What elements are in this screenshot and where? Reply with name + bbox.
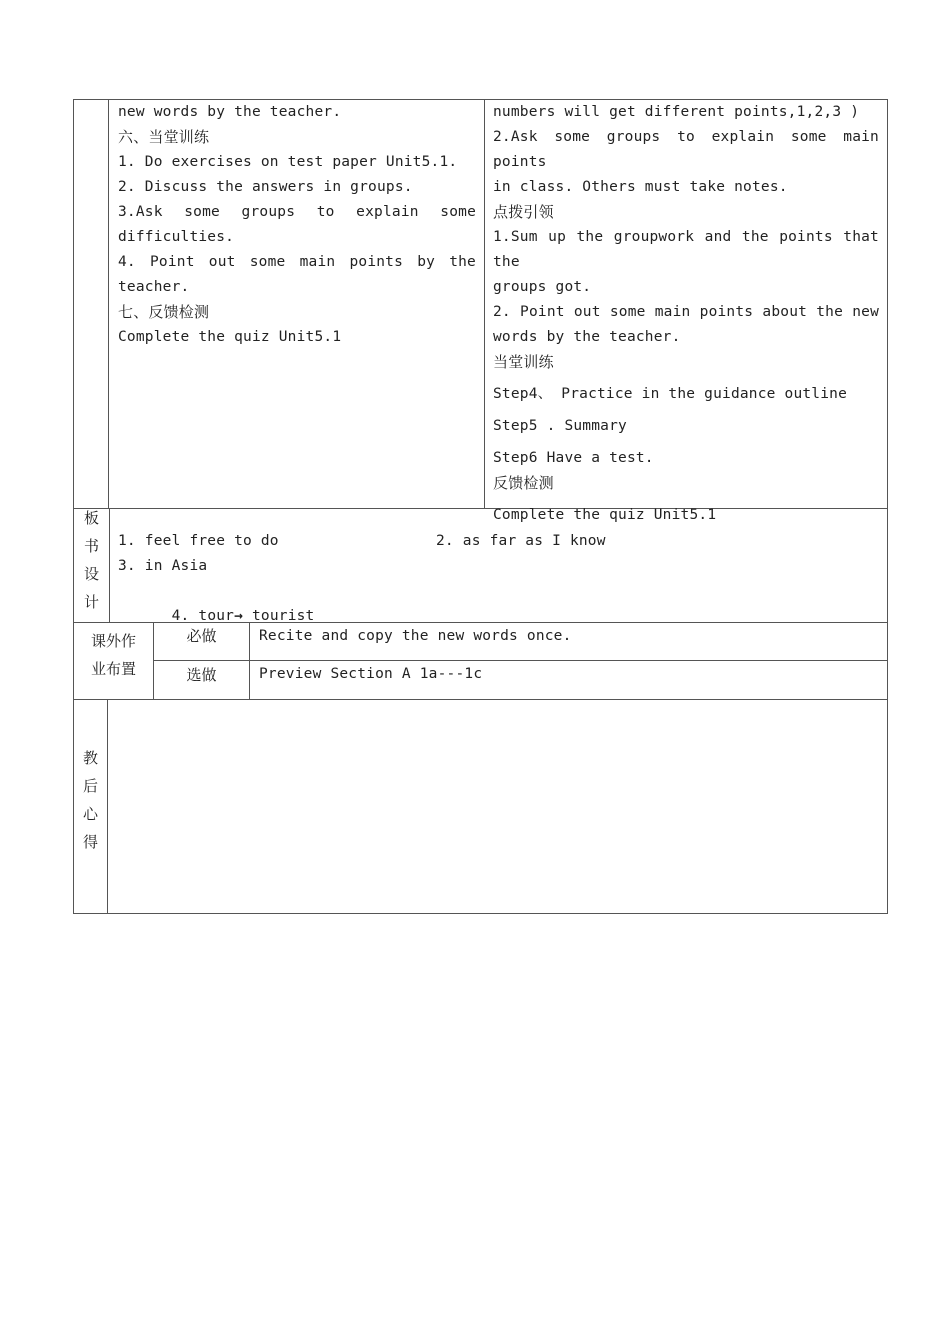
label-char: 后 (82, 777, 98, 795)
board-item-text: 4. tour (171, 608, 235, 624)
table-border-right (887, 99, 888, 914)
required-label: 必做 (186, 627, 217, 645)
list-item: 3.Ask some groups to explain some (118, 204, 476, 220)
step-line: Step4、 Practice in the guidance outline (493, 386, 848, 402)
label-char: 得 (82, 833, 98, 851)
board-item: 2. as far as I know (436, 533, 606, 549)
board-item: 3. in Asia (118, 558, 208, 574)
label-char: 计 (83, 593, 99, 611)
list-item-continued: difficulties. (118, 229, 235, 245)
arrow-icon: → (234, 608, 244, 624)
section-heading: 点拨引领 (493, 203, 554, 221)
label-char: 板 (83, 509, 99, 527)
divider-label-col-top (108, 99, 109, 509)
top-left-cell (118, 100, 476, 350)
text-line: new words by the teacher. (118, 104, 342, 120)
reflection-label (74, 744, 107, 856)
section-heading: 七、反馈检测 (118, 303, 210, 321)
divider-label-col-board (109, 508, 110, 623)
label-char: 设 (83, 565, 99, 583)
text-line: Complete the quiz Unit5.1 (118, 329, 342, 345)
section-heading: 当堂训练 (493, 353, 554, 371)
label-char: 心 (82, 805, 98, 823)
list-item: 1. Do exercises on test paper Unit5.1. (118, 154, 458, 170)
list-item: 1.Sum up the groupwork and the points that the (493, 229, 879, 270)
top-right-cell (493, 100, 879, 528)
required-homework-text: Recite and copy the new words once. (259, 628, 572, 644)
homework-label (74, 627, 153, 683)
section-heading: 六、当堂训练 (118, 128, 210, 146)
text-line: numbers will get different points,1,2,3 ) (493, 104, 860, 120)
list-item: 4. Point out some main points by the (118, 254, 476, 270)
list-item-continued: words by the teacher. (493, 329, 681, 345)
optional-label: 选做 (186, 666, 217, 684)
list-item-continued: groups got. (493, 279, 592, 295)
reflection-content (108, 700, 887, 913)
list-item: 2.Ask some groups to explain some main points (493, 129, 879, 170)
label-char: 书 (83, 537, 99, 555)
list-item: 2. Point out some main points about the new (493, 304, 879, 320)
table-border-bottom (73, 913, 888, 914)
divider-center-col (484, 99, 485, 509)
text-line: Complete the quiz Unit5.1 (493, 507, 717, 523)
optional-homework-text: Preview Section A 1a---1c (259, 666, 483, 682)
list-item: 2. Discuss the answers in groups. (118, 179, 413, 195)
label-char: 教 (82, 749, 98, 767)
list-item-continued: in class. Others must take notes. (493, 179, 788, 195)
list-item-continued: teacher. (118, 279, 190, 295)
board-design-label (74, 504, 109, 616)
step-line: Step5 . Summary (493, 418, 627, 434)
step-line: Step6 Have a test. (493, 450, 654, 466)
divider-homework-mid (153, 660, 888, 661)
label-line: 业布置 (90, 660, 136, 678)
board-item-text: tourist (243, 608, 315, 624)
label-line: 课外作 (90, 632, 136, 650)
board-item: 1. feel free to do (118, 533, 279, 549)
section-heading: 反馈检测 (493, 474, 554, 492)
